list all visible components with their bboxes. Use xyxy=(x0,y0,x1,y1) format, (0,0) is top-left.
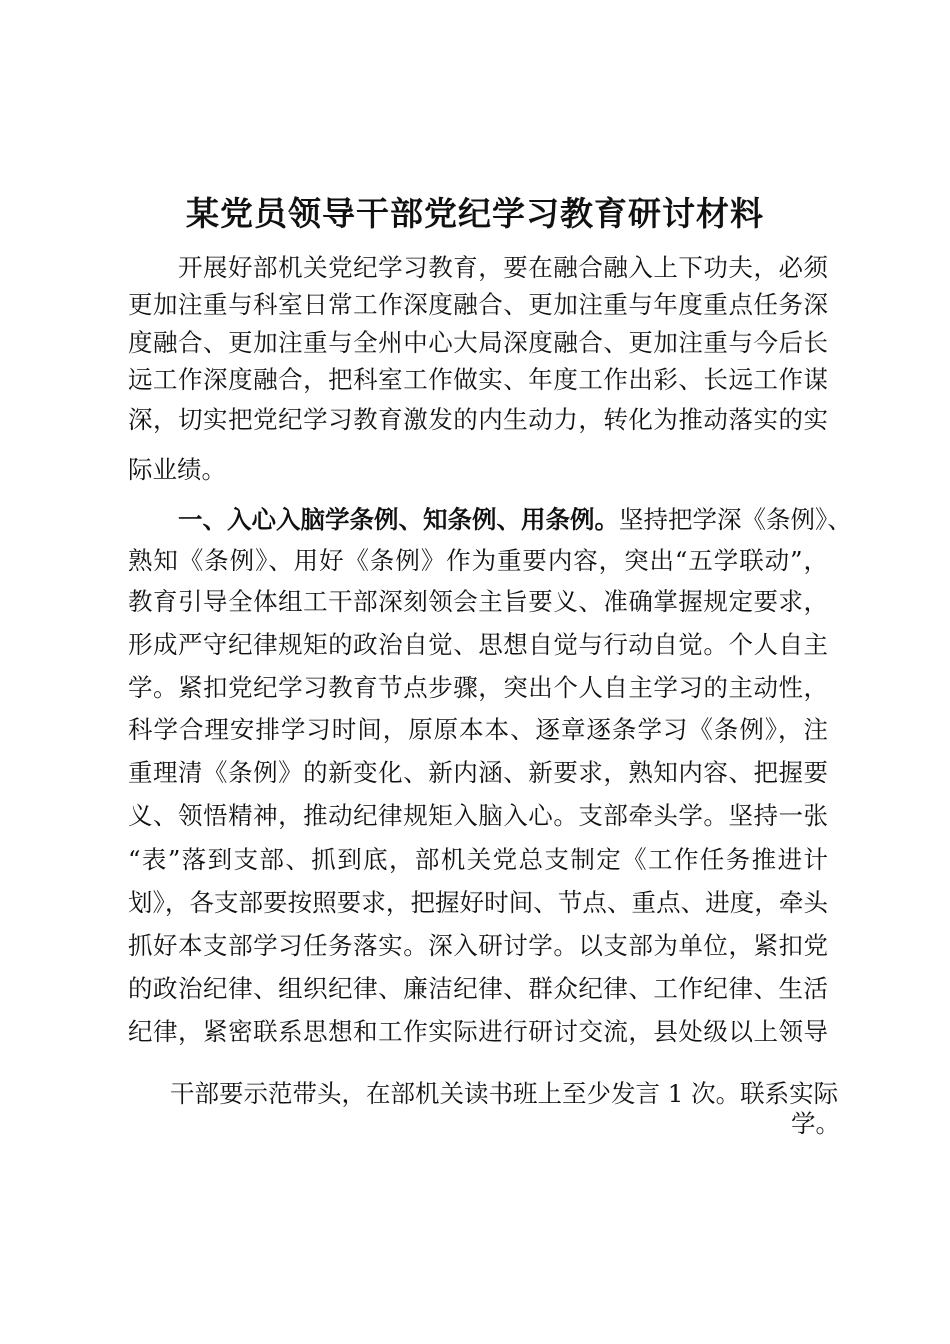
section-1-line: 纪律，紧密联系思想和工作实际进行研讨交流，县处级以上领导 xyxy=(128,1017,828,1046)
section-1-line: 的政治纪律、组织纪律、廉洁纪律、群众纪律、工作纪律、生活 xyxy=(128,974,828,1003)
intro-line: 远工作深度融合，把科室工作做实、年度工作出彩、长远工作谋 xyxy=(128,365,828,394)
section-1-line: 熟知《条例》、用好《条例》作为重要内容，突出“五学联动”， xyxy=(128,546,828,575)
section-1-line: 学。紧扣党纪学习教育节点步骤，突出个人自主学习的主动性， xyxy=(128,673,828,702)
document-title: 某党员领导干部党纪学习教育研讨材料 xyxy=(186,194,764,233)
intro-line: 更加注重与科室日常工作深度融合、更加注重与年度重点任务深 xyxy=(128,290,828,319)
section-1-heading: 一、入心入脑学条例、知条例、用条例。 xyxy=(178,505,619,534)
section-1-line: 教育引导全体组工干部深刻领会主旨要义、准确掌握规定要求， xyxy=(128,587,828,616)
section-1-line: 重理清《条例》的新变化、新内涵、新要求，熟知内容、把握要 xyxy=(128,758,828,787)
section-1-first-line xyxy=(178,502,852,538)
intro-line: 开展好部机关党纪学习教育，要在融合融入上下功夫，必须 xyxy=(178,253,828,282)
section-1-line: 科学合理安排学习时间，原原本本、逐章逐条学习《条例》，注 xyxy=(128,715,828,744)
section-1-line: 划》，各支部要按照要求，把握好时间、节点、重点、进度，牵头 xyxy=(128,888,828,917)
section-1-first-line-text: 坚持把学深《条例》、 xyxy=(619,505,852,534)
section-1-tail-end: 学。 xyxy=(791,1109,840,1138)
section-1-line: 形成严守纪律规矩的政治自觉、思想自觉与行动自觉。个人自主 xyxy=(128,630,828,659)
section-1-line: 义、领悟精神，推动纪律规矩入脑入心。支部牵头学。坚持一张 xyxy=(128,801,828,830)
section-1-line: “表”落到支部、抓到底，部机关党总支制定《工作任务推进计 xyxy=(128,845,828,874)
intro-line: 度融合、更加注重与全州中心大局深度融合、更加注重与今后长 xyxy=(128,328,828,357)
section-1-line: 抓好本支部学习任务落实。深入研讨学。以支部为单位，紧扣党 xyxy=(128,931,828,960)
intro-line: 深，切实把党纪学习教育激发的内生动力，转化为推动落实的实 xyxy=(128,405,828,434)
intro-line: 际业绩。 xyxy=(128,455,226,484)
section-1-tail-line: 干部要示范带头，在部机关读书班上至少发言 1 次。联系实际 xyxy=(170,1079,839,1108)
